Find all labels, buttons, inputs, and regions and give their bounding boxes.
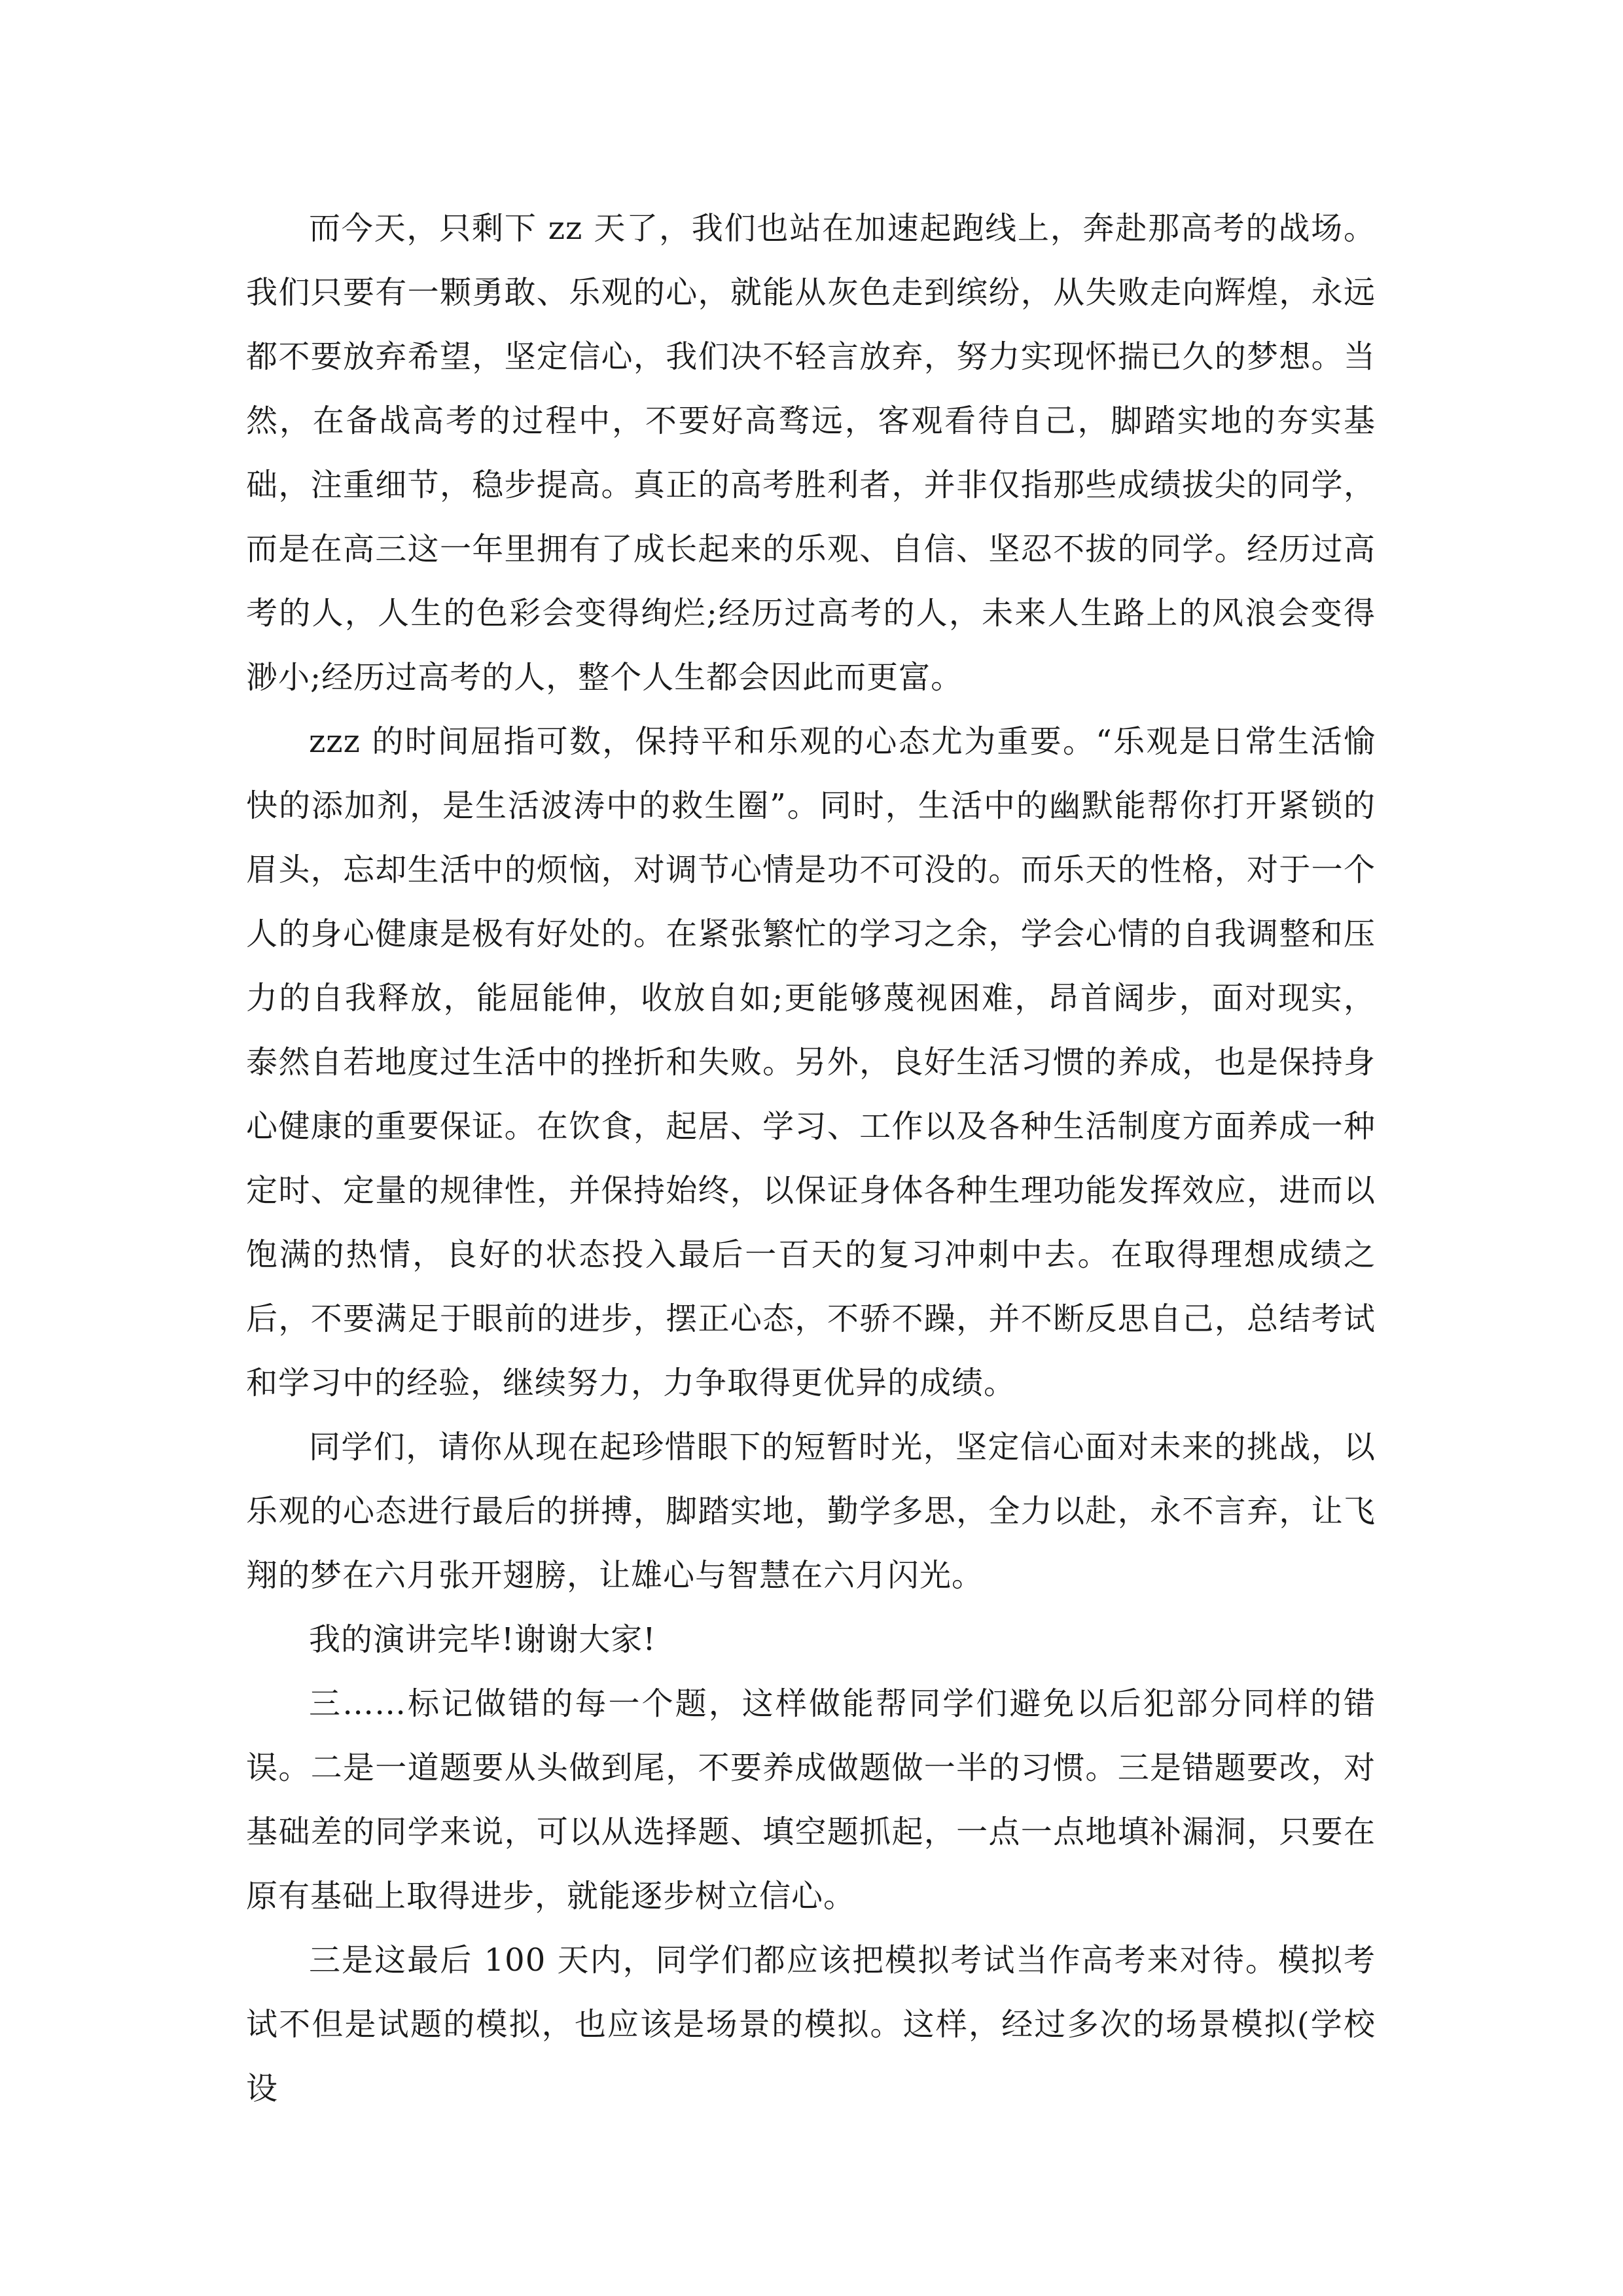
paragraph-3: 同学们，请你从现在起珍惜眼下的短暂时光，坚定信心面对未来的挑战，以乐观的心态进行最后的拼搏，脚踏实地，勤学多思，全力以赴，永不言弃，让飞翔的梦在六月张开翅膀，让雄心与智慧在六月闪光。: [246, 1429, 1376, 1594]
paragraph-1: 而今天，只剩下 zz 天了，我们也站在加速起跑线上，奔赴那高考的战场。我们只要有一颗勇敢、乐观的心，就能从灰色走到缤纷，从失败走向辉煌，永远都不要放弃希望，坚定信心，我们决不轻言放弃，努力实现怀揣已久的梦想。当然，在备战高考的过程中，不要好高骛远，客观看待自己，脚踏实地的夯实基础，注重细节，稳步提高。真正的高考胜利者，并非仅指那些成绩拔尖的同学，而是在高三这一年里拥有了成长起来的乐观、自信、坚忍不拔的同学。经历过高考的人，人生的色彩会变得绚烂;经历过高考的人，未来人生路上的风浪会变得渺小;经历过高考的人，整个人生都会因此而更富。: [246, 210, 1376, 696]
paragraph-6: 三是这最后 100 天内，同学们都应该把模拟考试当作高考来对待。模拟考试不但是试题的模拟，也应该是场景的模拟。这样，经过多次的场景模拟(学校设: [246, 1942, 1376, 2107]
paragraph-4: 我的演讲完毕!谢谢大家!: [309, 1621, 656, 1658]
document-body: [246, 196, 1376, 2121]
paragraph-5: 三……标记做错的每一个题，这样做能帮同学们避免以后犯部分同样的错误。二是一道题要从头做到尾，不要养成做题做一半的习惯。三是错题要改，对基础差的同学来说，可以从选择题、填空题抓起，一点一点地填补漏洞，只要在原有基础上取得进步，就能逐步树立信心。: [246, 1685, 1376, 1914]
paragraph-2: zzz 的时间屈指可数，保持平和乐观的心态尤为重要。“乐观是日常生活愉快的添加剂，是生活波涛中的救生圈”。同时，生活中的幽默能帮你打开紧锁的眉头，忘却生活中的烦恼，对调节心情是功不可没的。而乐天的性格，对于一个人的身心健康是极有好处的。在紧张繁忙的学习之余，学会心情的自我调整和压力的自我释放，能屈能伸，收放自如;更能够蔑视困难，昂首阔步，面对现实，泰然自若地度过生活中的挫折和失败。另外，良好生活习惯的养成，也是保持身心健康的重要保证。在饮食，起居、学习、工作以及各种生活制度方面养成一种定时、定量的规律性，并保持始终，以保证身体各种生理功能发挥效应，进而以饱满的热情，良好的状态投入最后一百天的复习冲刺中去。在取得理想成绩之后，不要满足于眼前的进步，摆正心态，不骄不躁，并不断反思自己，总结考试和学习中的经验，继续努力，力争取得更优异的成绩。: [246, 723, 1376, 1401]
